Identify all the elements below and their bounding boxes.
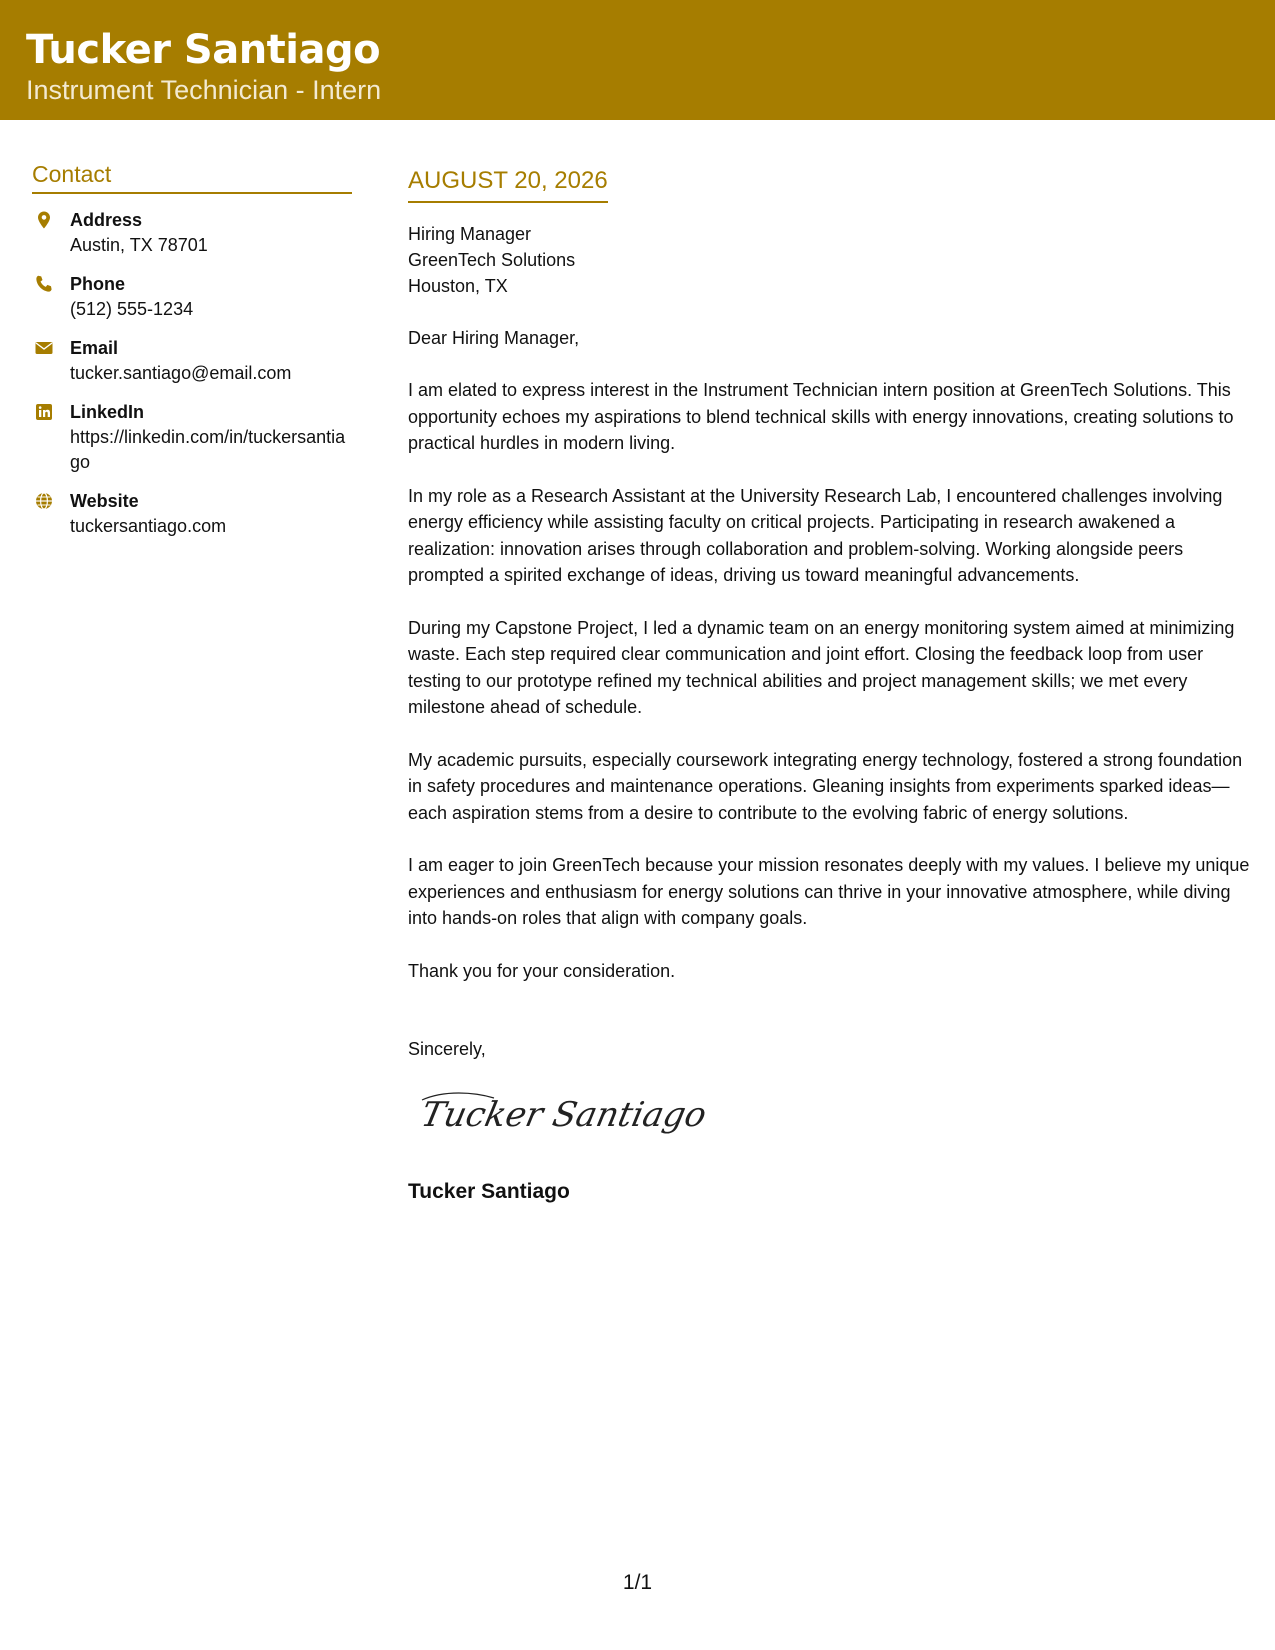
linkedin-value[interactable]: https://linkedin.com/in/tuckersantiago xyxy=(70,427,346,472)
signature-script: Tucker Santiago xyxy=(417,1095,710,1135)
closing: Sincerely, xyxy=(408,1039,486,1059)
phone-label: Phone xyxy=(70,274,126,294)
website-label: Website xyxy=(70,491,139,511)
contact-sidebar xyxy=(32,158,352,539)
map-pin-icon xyxy=(34,210,54,230)
contact-heading: Contact xyxy=(32,158,352,194)
contact-phone xyxy=(32,272,352,322)
address-label: Address xyxy=(70,210,143,230)
header-banner xyxy=(0,0,1275,120)
address-value: Austin, TX 78701 xyxy=(70,235,208,255)
envelope-icon xyxy=(34,338,54,358)
paragraph-capstone: During my Capstone Project, I led a dynamic team on an energy monitoring system aimed at minimizing waste. Each step required clear communication and joint effort. Closing the feedback loop from user testing to our prototype refined my technical abilities and project management skills; we met every milestone ahead of schedule. xyxy=(408,617,1235,717)
recipient-company: GreenTech Solutions xyxy=(408,250,576,270)
letter-date: AUGUST 20, 2026 xyxy=(408,165,608,203)
salutation: Dear Hiring Manager, xyxy=(408,328,580,348)
signed-name: Tucker Santiago xyxy=(408,1180,570,1203)
paragraph-motivation: I am eager to join GreenTech because your mission resonates deeply with my values. I believe my unique experiences and enthusiasm for energy solutions can thrive in your innovative atmosphere, while diving into hands-on roles that align with company goals. xyxy=(408,855,1250,928)
phone-icon xyxy=(34,274,54,294)
contact-website xyxy=(32,489,352,539)
linkedin-icon xyxy=(34,402,54,422)
website-value[interactable]: tuckersantiago.com xyxy=(70,516,227,536)
job-title: Instrument Technician - Intern xyxy=(26,75,382,105)
page-number: 1/1 xyxy=(622,1571,653,1594)
contact-email xyxy=(32,336,352,386)
linkedin-label: LinkedIn xyxy=(70,402,145,422)
email-value[interactable]: tucker.santiago@email.com xyxy=(70,363,292,383)
handwritten-signature xyxy=(414,1086,710,1146)
recipient-block xyxy=(408,221,1253,299)
email-label: Email xyxy=(70,338,119,358)
applicant-name: Tucker Santiago xyxy=(26,27,381,73)
contact-address xyxy=(32,208,352,258)
contact-linkedin xyxy=(32,400,352,475)
paragraph-thanks: Thank you for your consideration. xyxy=(408,960,676,981)
letter-body xyxy=(408,165,1253,1207)
paragraph-academics: My academic pursuits, especially coursework integrating energy technology, fostered a strong foundation in safety procedures and maintenance operations. Gleaning insights from experiments sparked ideas—each aspiration stems from a desire to contribute to the evolving fabric of energy solutions. xyxy=(408,749,1243,823)
paragraph-intro: I am elated to express interest in the Instrument Technician intern position at GreenTech Solutions. This opportunity echoes my aspirations to blend technical skills with energy innovations, creating solutions to practical hurdles in modern living. xyxy=(408,380,1234,453)
recipient-location: Houston, TX xyxy=(408,276,508,296)
recipient-title: Hiring Manager xyxy=(408,224,532,244)
globe-icon xyxy=(34,491,54,511)
paragraph-research: In my role as a Research Assistant at the University Research Lab, I encountered challenges involving energy efficiency while assisting faculty on critical projects. Participating in research awakened a realization: innovation arises through collaboration and problem-solving. Working alongside peers prompted a spirited exchange of ideas, driving us toward meaningful advancements. xyxy=(408,485,1223,585)
phone-value: (512) 555-1234 xyxy=(70,299,194,319)
